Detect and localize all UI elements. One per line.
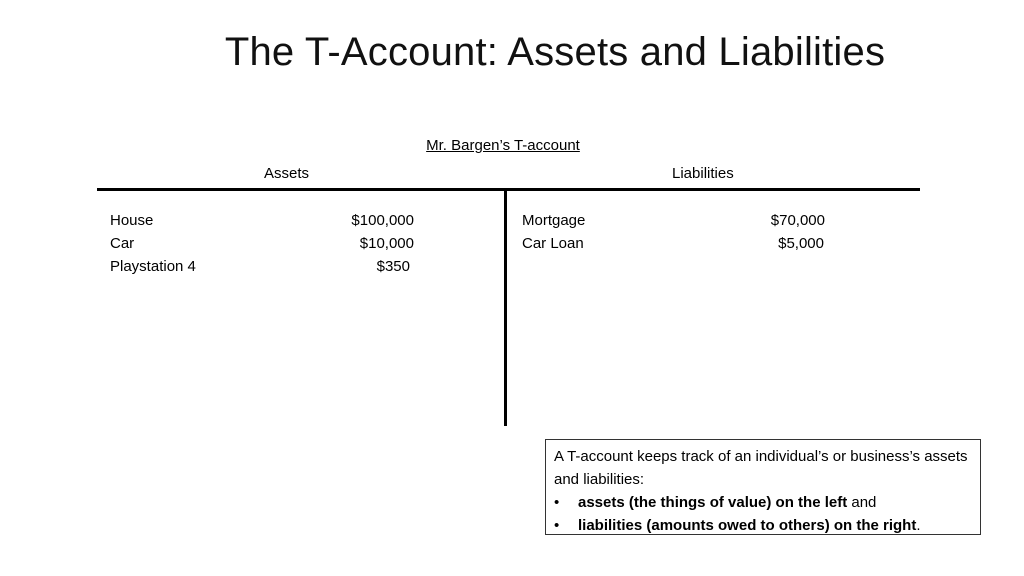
assets-heading: Assets [264, 165, 310, 182]
bullet-icon: • [554, 517, 560, 534]
liability-row [522, 209, 825, 232]
assets-list [110, 209, 414, 278]
note-bullet-tail: . [916, 517, 921, 534]
asset-amount: $100,000 [351, 212, 414, 229]
asset-label: Car [110, 235, 135, 252]
explanation-note [545, 439, 981, 535]
bullet-icon: • [554, 494, 560, 511]
asset-row [110, 209, 414, 232]
note-bullet-bold: assets (the things of value) on the left [578, 494, 848, 511]
asset-row [110, 232, 414, 255]
note-bullet [554, 491, 974, 514]
note-bullet-text [578, 491, 876, 514]
note-bullet [554, 514, 974, 537]
t-account-vertical-line [504, 190, 507, 426]
asset-label: House [110, 212, 154, 229]
note-bullet-text [578, 514, 921, 537]
asset-row [110, 255, 414, 278]
asset-amount: $10,000 [359, 235, 414, 252]
t-account-horizontal-line [97, 188, 920, 191]
slide-title: The T-Account: Assets and Liabilities [224, 30, 886, 74]
liability-amount: $5,000 [778, 235, 824, 252]
liabilities-list [522, 209, 825, 255]
note-bullet-tail: and [847, 494, 877, 511]
asset-label: Playstation 4 [110, 258, 196, 275]
liabilities-heading: Liabilities [672, 165, 734, 182]
note-bullet-bold: liabilities (amounts owed to others) on the right [578, 517, 917, 534]
liability-label: Mortgage [522, 212, 586, 229]
liability-label: Car Loan [522, 235, 584, 252]
asset-amount: $350 [376, 258, 410, 275]
liability-row [522, 232, 825, 255]
liability-amount: $70,000 [770, 212, 825, 229]
t-account-name: Mr. Bargen’s T-account [426, 137, 580, 154]
note-intro: A T-account keeps track of an individual’s or business’s assets and liabilities: [554, 448, 968, 488]
